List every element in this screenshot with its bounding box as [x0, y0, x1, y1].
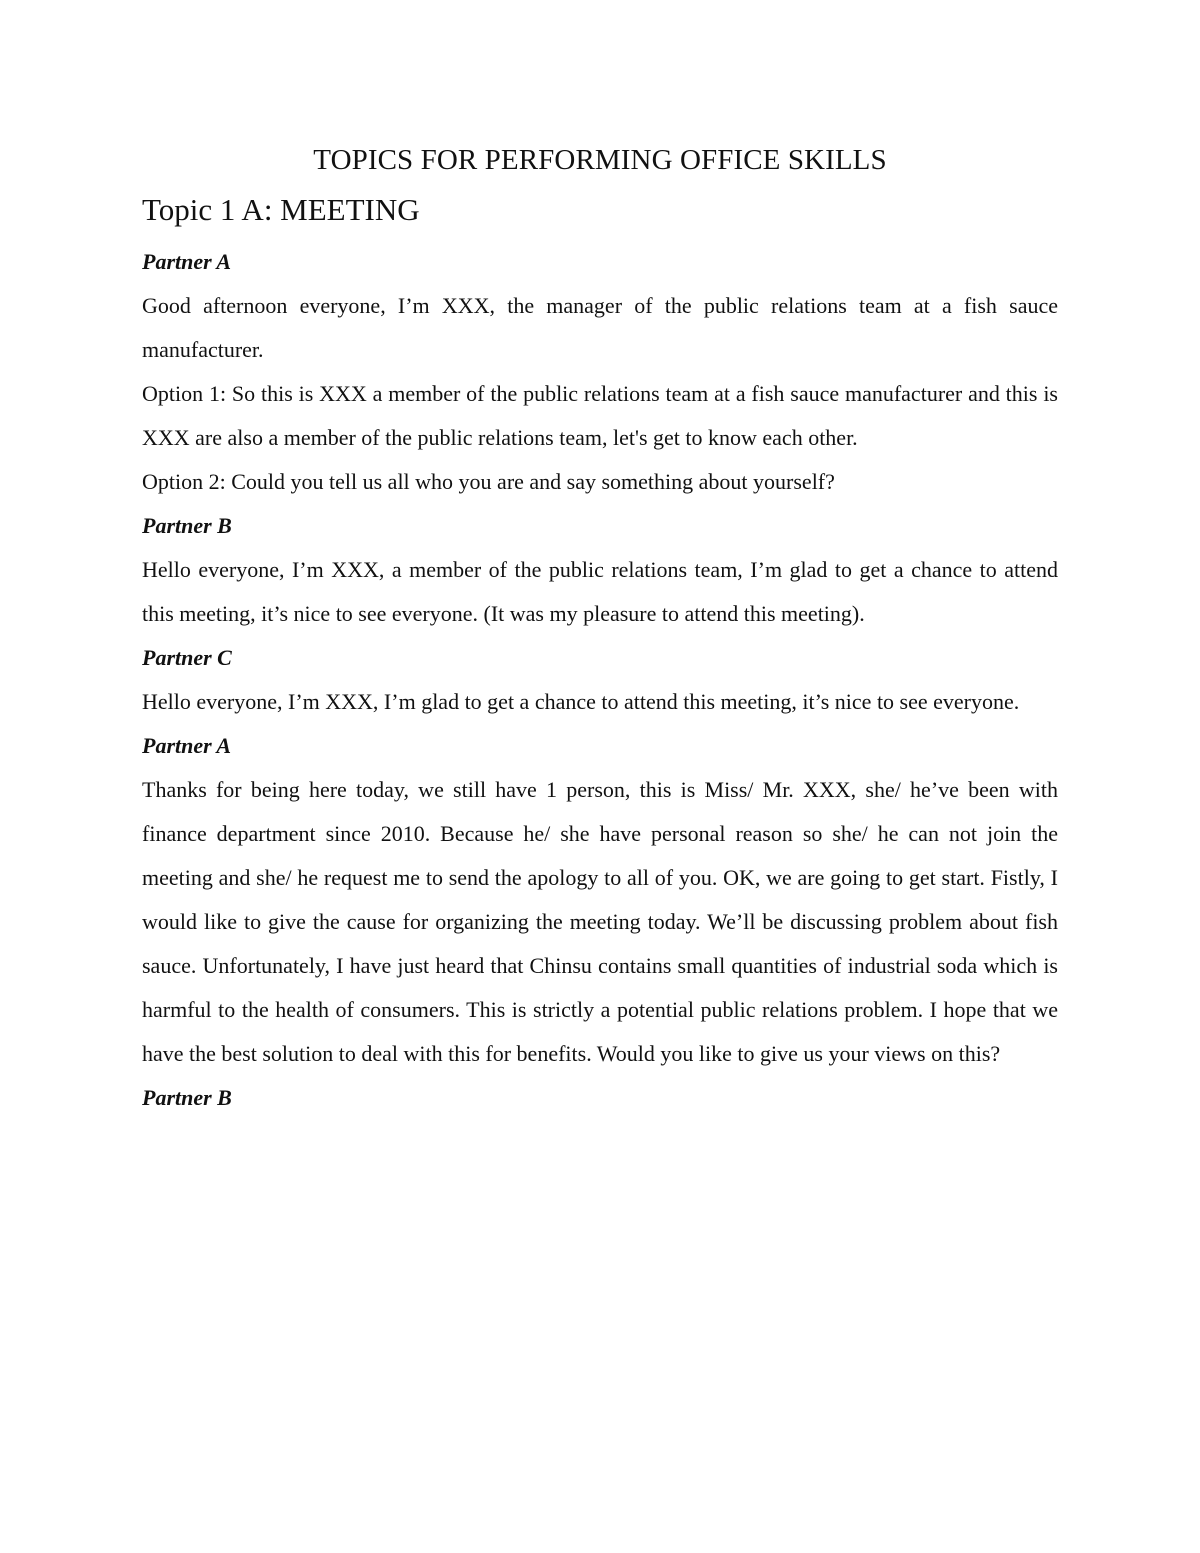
document-title: TOPICS FOR PERFORMING OFFICE SKILLS — [313, 144, 887, 176]
topic-heading: Topic 1 A: MEETING — [142, 192, 420, 227]
dialogue-paragraph: Option 2: Could you tell us all who you are and say something about yourself? — [142, 469, 835, 494]
dialogue-paragraph: Good afternoon everyone, I’m XXX, the manager of the public relations team at a fish sauce manufacturer. — [142, 293, 1058, 362]
speaker-label: Partner B — [142, 513, 232, 538]
document-body — [142, 138, 1058, 1120]
dialogue-paragraph: Hello everyone, I’m XXX, I’m glad to get a chance to attend this meeting, it’s nice to see everyone. — [142, 689, 1020, 714]
dialogue-paragraph: Hello everyone, I’m XXX, a member of the public relations team, I’m glad to get a chance to attend this meeting, it’s nice to see everyone. (It was my pleasure to attend this meeting). — [142, 557, 1058, 626]
speaker-label: Partner C — [142, 645, 232, 670]
dialogue-paragraph: Option 1: So this is XXX a member of the public relations team at a fish sauce manufacturer and this is XXX are also a member of the public relations team, let's get to know each other. — [142, 381, 1058, 450]
speaker-label: Partner B — [142, 1085, 232, 1110]
speaker-label: Partner A — [142, 733, 232, 758]
speaker-label: Partner A — [142, 249, 232, 274]
dialogue-paragraph: Thanks for being here today, we still have 1 person, this is Miss/ Mr. XXX, she/ he’ve been with finance department since 2010. Because he/ she have personal reason so she/ he can not join the meeting and she/ he request me to send the apology to all of you. OK, we are going to get start. Fistly, I would like to give the cause for organizing the meeting today. We’ll be discussing problem about fish sauce. Unfortunately, I have just heard that Chinsu contains small quantities of industrial soda which is harmful to the health of consumers. This is strictly a potential public relations problem. I hope that we have the best solution to deal with this for benefits. Would you like to give us your views on this? — [142, 777, 1058, 1066]
